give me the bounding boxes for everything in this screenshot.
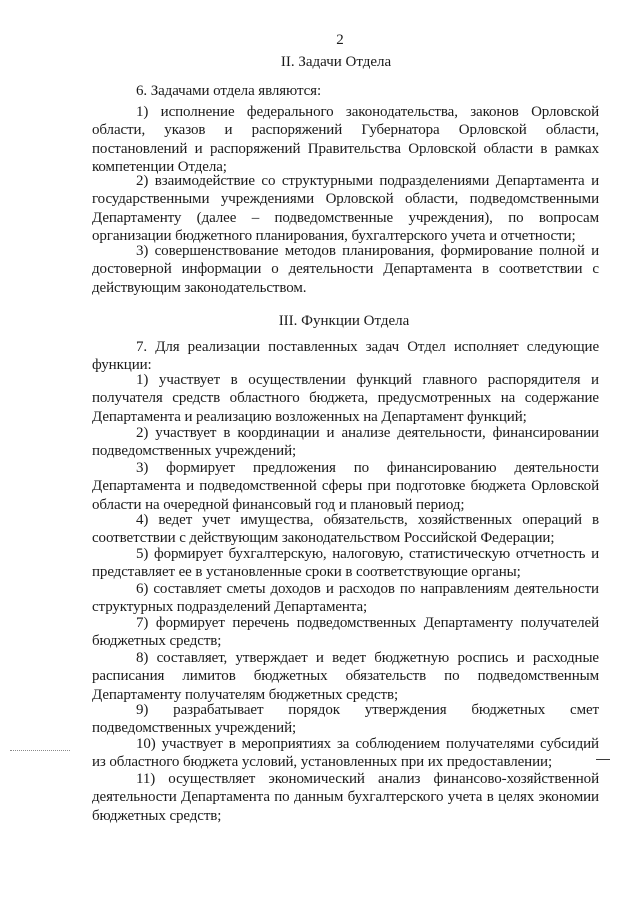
function-item-7: 7) формирует перечень подведомственных Департаменту получателей бюджетных средств;: [92, 615, 599, 650]
section-heading-functions: III. Функции Отдела: [278, 313, 410, 329]
margin-dash-mark: [596, 759, 610, 760]
function-item-5: 5) формирует бухгалтерскую, налоговую, статистическую отчетность и представляет ее в установленные сроки в соответствующие органы;: [92, 546, 599, 581]
function-item-2: 2) участвует в координации и анализе деятельности, финансировании подведомственных учреждений;: [92, 425, 599, 460]
margin-scan-mark: [10, 750, 70, 753]
section-heading-tasks: II. Задачи Отдела: [280, 54, 392, 70]
task-item-2: 2) взаимодействие со структурными подразделениями Департамента и государственными учреждениями Орловской области, подведомственными Департаменту (далее – подведомственные учреждения), по вопросам организации бюджетного планирования, бухгалтерского учета и отчетности;: [92, 173, 599, 244]
function-item-1: 1) участвует в осуществлении функций главного распорядителя и получателя средств областного бюджета, предусмотренных на содержание Департамента и реализацию возложенных на Департамент функций;: [92, 372, 599, 425]
function-item-11: 11) осуществляет экономический анализ финансово-хозяйственной деятельности Департамента по данным бухгалтерского учета в целях экономии бюджетных средств;: [92, 771, 599, 824]
tasks-intro-paragraph: 6. Задачами отдела являются:: [136, 83, 322, 99]
functions-intro-paragraph: 7. Для реализации поставленных задач Отдел исполняет следующие функции:: [92, 339, 599, 374]
function-item-10: 10) участвует в мероприятиях за соблюдением получателями субсидий из областного бюджета условий, установленных при их предоставлении;: [92, 736, 599, 771]
task-item-3: 3) совершенствование методов планирования, формирование полной и достоверной информации о деятельности Департамента в соответствии с действующим законодательством.: [92, 243, 599, 296]
function-item-4: 4) ведет учет имущества, обязательств, хозяйственных операций в соответствии с действующим законодательством Российской Федерации;: [92, 512, 599, 547]
page-number: 2: [336, 32, 344, 48]
function-item-3: 3) формирует предложения по финансированию деятельности Департамента и подведомственной сферы при подготовке бюджета Орловской области на очередной финансовый год и плановый период;: [92, 460, 599, 513]
function-item-8: 8) составляет, утверждает и ведет бюджетную роспись и расходные расписания лимитов бюджетных обязательств по подведомственным Департаменту получателям бюджетных средств;: [92, 650, 599, 703]
task-item-1: 1) исполнение федерального законодательства, законов Орловской области, указов и распоряжений Губернатора Орловской области, постановлений и распоряжений Правительства Орловской области в рамках компетенции Отдела;: [92, 104, 599, 175]
function-item-6: 6) составляет сметы доходов и расходов по направлениям деятельности структурных подразделений Департамента;: [92, 581, 599, 616]
function-item-9: 9) разрабатывает порядок утверждения бюджетных смет подведомственных учреждений;: [92, 702, 599, 737]
